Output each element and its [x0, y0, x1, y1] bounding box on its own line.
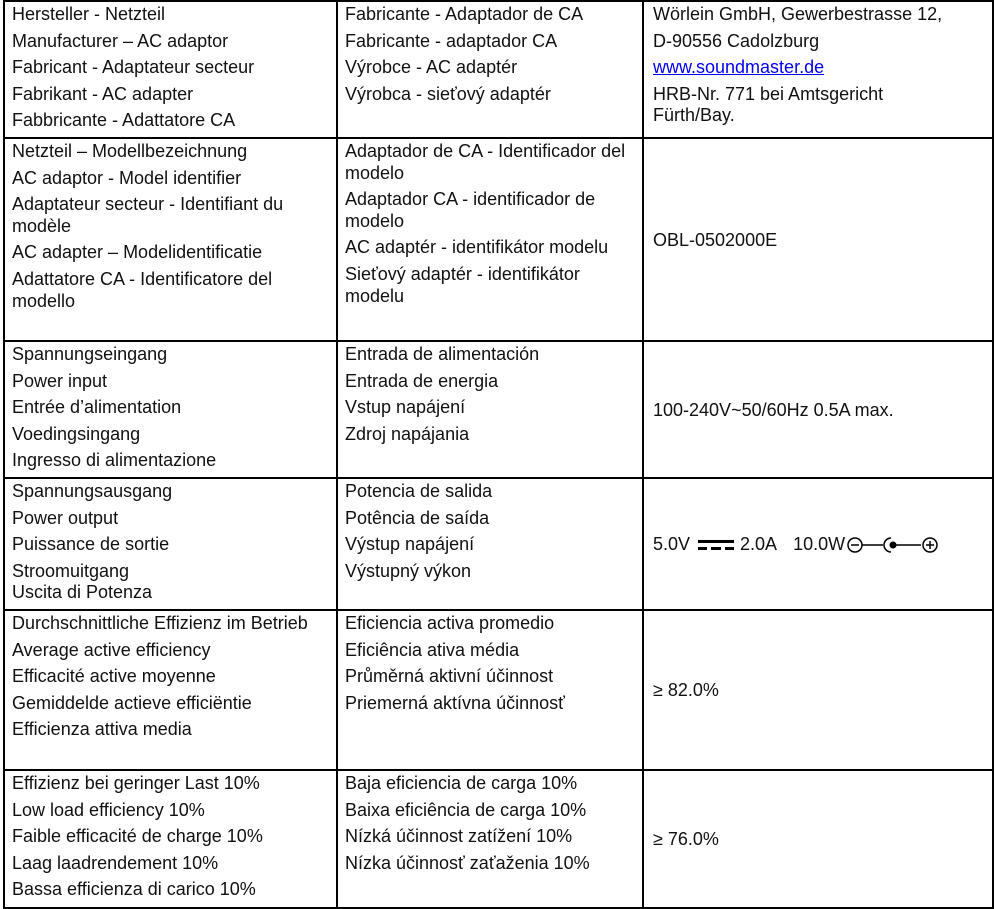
label-line: AC adaptér - identifikátor modelu: [345, 237, 609, 258]
label-line: Fabricant - Adaptateur secteur: [12, 57, 255, 78]
label-line: Fabricante - adaptador CA: [345, 30, 558, 51]
label-line: Fabbricante - Adattatore CA: [12, 110, 236, 131]
label-line: Výstupný výkon: [345, 560, 472, 581]
label-line: Výrobca - sieťový adaptér: [345, 83, 551, 104]
row-power-input: [4, 341, 993, 478]
output-current: 2.0A: [740, 534, 778, 555]
label-cell-de-en-fr: [4, 1, 337, 138]
model-identifier-value: OBL-0502000E: [643, 138, 993, 341]
output-voltage: 5.0V: [653, 534, 691, 555]
label-line: Puissance de sortie: [12, 534, 170, 555]
label-line: Potencia de salida: [345, 480, 493, 501]
label-line: Priemerná aktívna účinnosť: [345, 692, 565, 713]
low-load-efficiency-value: ≥ 76.0%: [643, 770, 993, 908]
label-line: Entrée d’alimentation: [12, 397, 182, 418]
label-line: Nízká účinnost zatížení 10%: [345, 826, 573, 847]
label-line: Eficiência ativa média: [345, 639, 520, 660]
manufacturer-address: D-90556 Cadolzburg: [653, 30, 820, 51]
label-line: Sieťový adaptér - identifikátor modelu: [345, 263, 580, 306]
label-cell-de-en-fr: [4, 610, 337, 770]
label-line: Fabricante - Adaptador de CA: [345, 4, 584, 24]
spec-table: [3, 0, 994, 909]
label-cell-es-pt-cs-sk: [337, 138, 643, 341]
label-line: Nízka účinnosť zaťaženia 10%: [345, 852, 590, 873]
label-line: Efficacité active moyenne: [12, 666, 216, 687]
label-cell-de-en-fr: [4, 478, 337, 610]
polarity-icon: [847, 534, 939, 556]
label-line: Vstup napájení: [345, 397, 466, 418]
label-line: Adaptateur secteur - Identifiant du modèle: [12, 194, 284, 236]
label-line: Potência de saída: [345, 507, 490, 528]
row-average-efficiency: [4, 610, 993, 770]
label-line: Baja eficiencia de carga 10%: [345, 772, 578, 793]
row-manufacturer: [4, 1, 993, 138]
label-line: Uscita di Potenza: [12, 582, 153, 603]
label-line: Gemiddelde actieve efficiëntie: [12, 692, 252, 713]
label-line: Spannungseingang: [12, 343, 168, 364]
row-power-output: [4, 478, 993, 610]
label-line: Entrada de energia: [345, 370, 499, 391]
label-line: Low load efficiency 10%: [12, 799, 205, 820]
dc-current-icon: [698, 538, 734, 552]
label-line: Výrobce - AC adaptér: [345, 57, 518, 78]
manufacturer-name: Wörlein GmbH, Gewerbestrasse 12,: [653, 4, 943, 24]
output-power: 10.0W: [793, 534, 846, 555]
label-line: Efficienza attiva media: [12, 719, 192, 740]
label-line: Laag laadrendement 10%: [12, 852, 219, 873]
label-line: Hersteller - Netzteil: [12, 4, 166, 24]
label-line: Adattatore CA - Identificatore del modello: [12, 268, 273, 311]
label-cell-es-pt-cs-sk: [337, 770, 643, 908]
label-line: Stroomuitgang: [12, 560, 130, 581]
label-line: Entrada de alimentación: [345, 343, 540, 364]
label-line: Voedingsingang: [12, 423, 141, 444]
label-line: Ingresso di alimentazione: [12, 450, 217, 471]
power-output-line: [653, 534, 986, 556]
row-low-load-efficiency: [4, 770, 993, 908]
label-line: Spannungsausgang: [12, 480, 173, 501]
label-line: Manufacturer – AC adaptor: [12, 30, 229, 51]
power-output-value-cell: [643, 478, 993, 610]
power-input-value: 100-240V~50/60Hz 0.5A max.: [643, 341, 993, 478]
label-line: Power input: [12, 370, 108, 391]
manufacturer-value-cell: [643, 1, 993, 138]
label-cell-de-en-fr: [4, 341, 337, 478]
label-line: Průměrná aktivní účinnost: [345, 666, 554, 687]
manufacturer-website-link[interactable]: www.soundmaster.de: [653, 57, 825, 78]
label-line: Baixa eficiência de carga 10%: [345, 799, 587, 820]
label-cell-es-pt-cs-sk: [337, 341, 643, 478]
label-cell-es-pt-cs-sk: [337, 478, 643, 610]
label-cell-es-pt-cs-sk: [337, 610, 643, 770]
label-line: Fabrikant - AC adapter: [12, 83, 194, 104]
label-line: Výstup napájení: [345, 534, 475, 555]
label-line: Durchschnittliche Effizienz im Betrieb: [12, 612, 308, 633]
label-line: Eficiencia activa promedio: [345, 612, 555, 633]
label-line: Bassa efficienza di carico 10%: [12, 879, 256, 900]
label-line: AC adapter – Modelidentificatie: [12, 242, 263, 263]
label-cell-de-en-fr: [4, 138, 337, 341]
label-line: AC adaptor - Model identifier: [12, 167, 242, 188]
label-line: Effizienz bei geringer Last 10%: [12, 772, 260, 793]
manufacturer-register: HRB-Nr. 771 bei Amtsgericht: [653, 83, 884, 104]
row-model-identifier: [4, 138, 993, 341]
label-line: Netzteil – Modellbezeichnung: [12, 140, 248, 161]
label-line: Average active efficiency: [12, 639, 211, 660]
label-cell-es-pt-cs-sk: [337, 1, 643, 138]
label-cell-de-en-fr: [4, 770, 337, 908]
label-line: Adaptador CA - identificador de modelo: [345, 189, 596, 231]
label-line: Adaptador de CA - Identificador del modelo: [345, 140, 626, 183]
label-line: Zdroj napájania: [345, 423, 470, 444]
label-line: Faible efficacité de charge 10%: [12, 826, 263, 847]
label-line: Power output: [12, 507, 119, 528]
average-efficiency-value: ≥ 82.0%: [643, 610, 993, 770]
manufacturer-court: Fürth/Bay.: [653, 105, 735, 126]
